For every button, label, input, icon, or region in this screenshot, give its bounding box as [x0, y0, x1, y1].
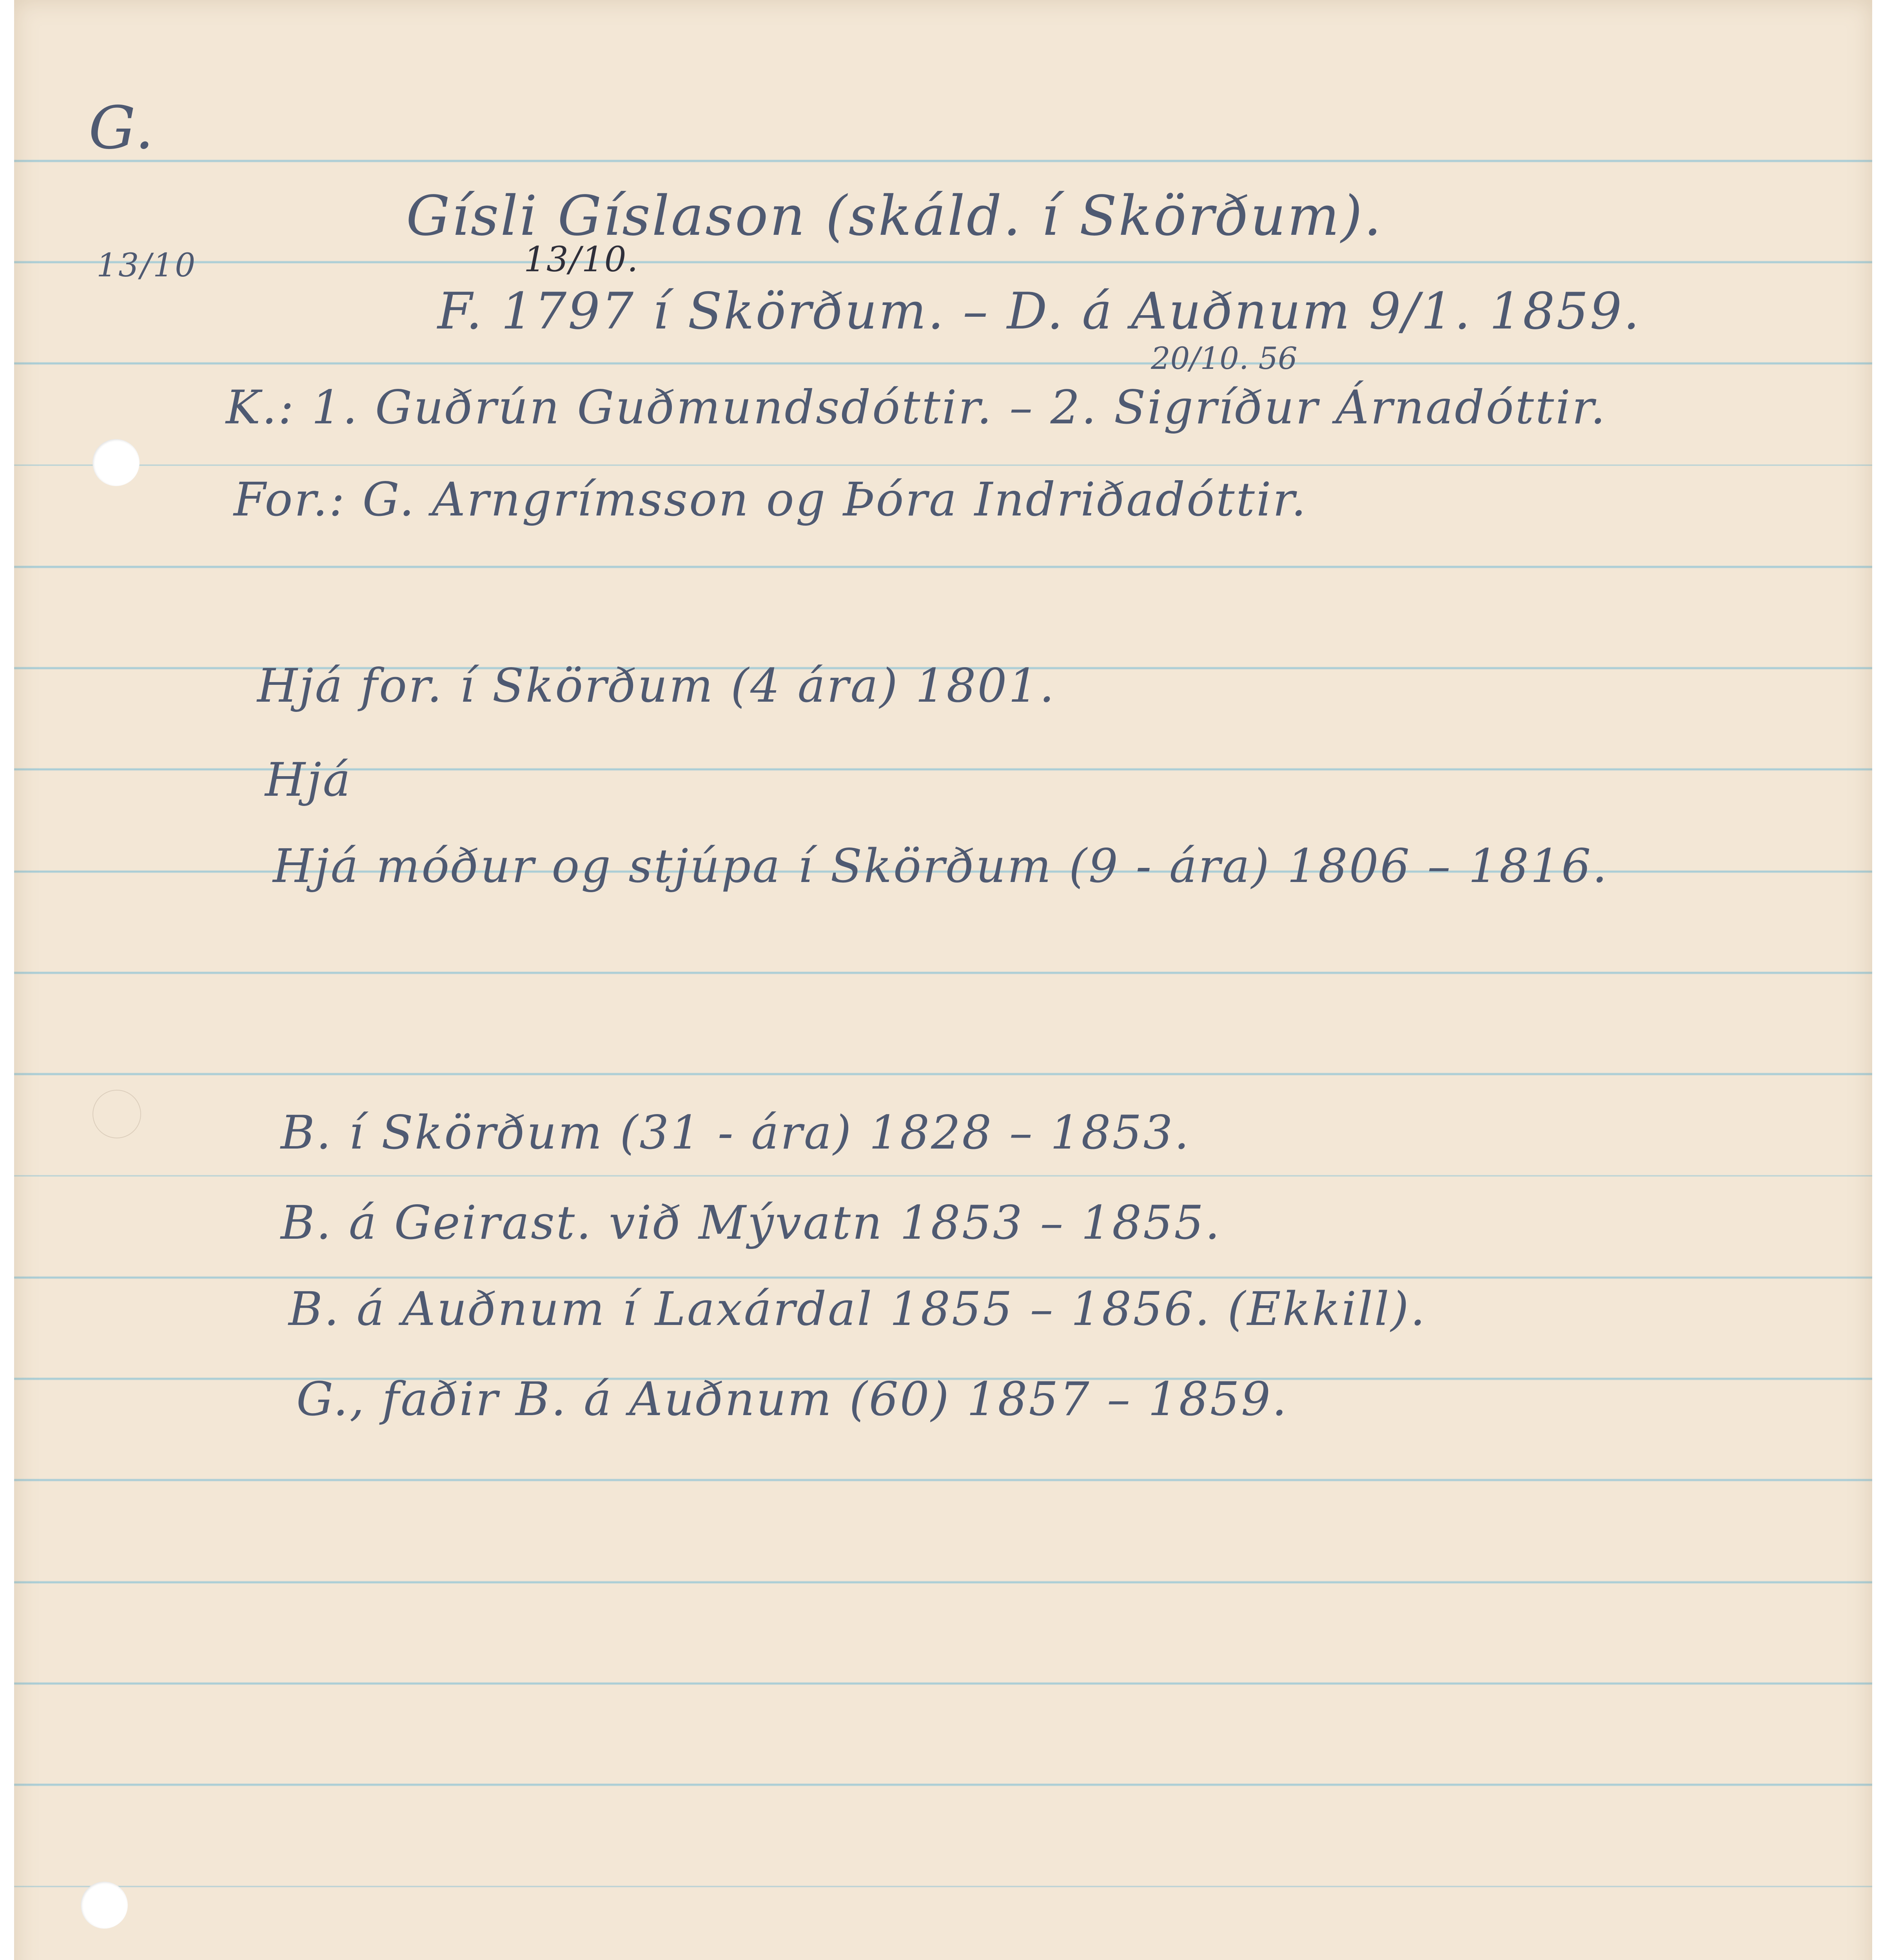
margin-date: 13/10 — [96, 247, 197, 284]
punch-hole-top — [93, 439, 140, 486]
residence-line: G., faðir B. á Auðnum (60) 1857 – 1859. — [296, 1372, 1288, 1426]
residence-line: B. á Geirast. við Mývatn 1853 – 1855. — [281, 1196, 1221, 1250]
birth-death-line: F. 1797 í Skörðum. – D. á Auðnum 9/1. 1859. — [437, 282, 1641, 341]
residence-line: B. á Auðnum í Laxárdal 1855 – 1856. (Ekkill). — [289, 1282, 1427, 1336]
entry-title: Gísli Gíslason (skáld. í Skörðum). — [406, 184, 1383, 248]
faint-punch-hole-middle — [93, 1090, 141, 1138]
residence-line: B. í Skörðum (31 - ára) 1828 – 1853. — [281, 1105, 1191, 1160]
residence-line: Hjá for. í Skörðum (4 ára) 1801. — [257, 659, 1056, 713]
birth-date-correction: 13/10. — [524, 239, 639, 279]
parents-line: For.: G. Arngrímsson og Þóra Indriðadóttir. — [234, 472, 1308, 526]
margin-letter: G. — [89, 94, 156, 162]
residence-line: Hjá móður og stjúpa í Skörðum (9 - ára) 1806 – 1816. — [273, 839, 1609, 893]
ruled-paper-sheet — [14, 0, 1872, 1960]
marriage-date-note: 20/10. 56 — [1151, 341, 1298, 376]
residence-line: Hjá — [265, 753, 352, 807]
spouses-line: K.: 1. Guðrún Guðmundsdóttir. – 2. Sigríður Árnadóttir. — [226, 380, 1607, 434]
punch-hole-bottom — [81, 1882, 128, 1929]
